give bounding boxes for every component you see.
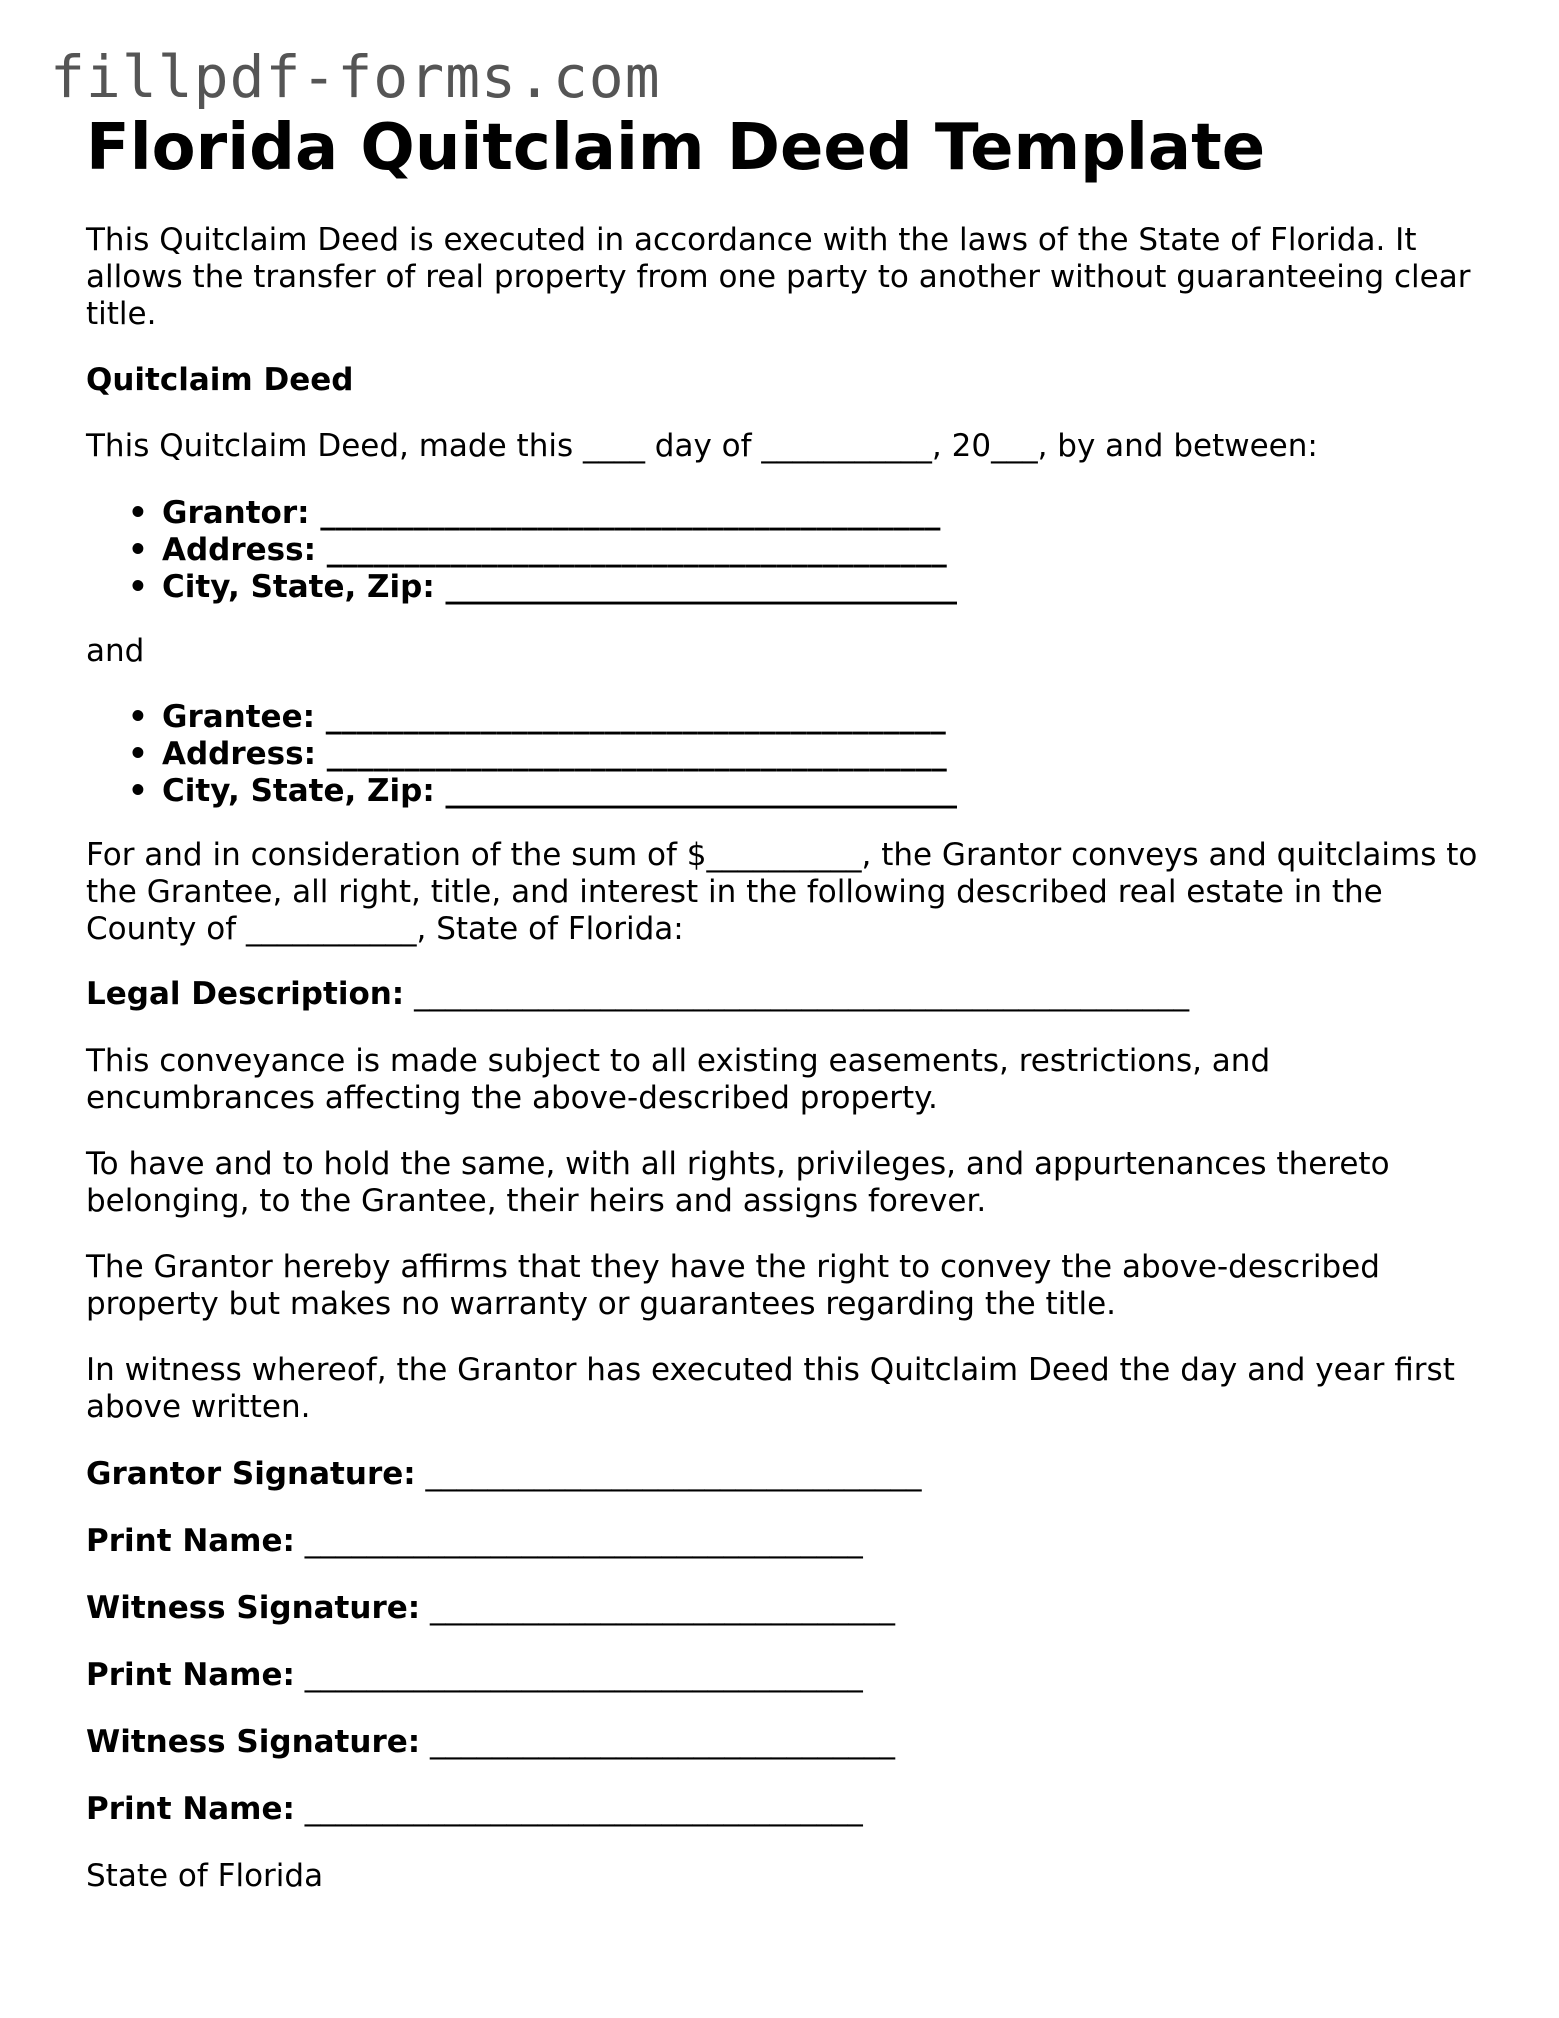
print-name-label: Print Name: [86,1791,295,1827]
witness-clause-paragraph: In witness whereof, the Grantor has executed this Quitclaim Deed the day and year first above written. [86,1352,1455,1425]
grantor-field-list [86,495,957,606]
print-name-line-2 [86,1657,1486,1694]
legal-description-line [86,976,1486,1013]
legal-description-label: Legal Description: [86,976,405,1012]
habendum-paragraph: To have and to hold the same, with all rights, privileges, and appurtenances thereto belonging, to the Grantee, their heirs and assigns forever. [86,1146,1390,1219]
print-name-line-1 [86,1523,1486,1560]
witness-signature-line-2 [86,1724,1486,1761]
grantor-signature-line [86,1456,1486,1493]
grantor-signature-field[interactable]: ________________________________ [425,1456,922,1492]
and-text: and [86,633,145,669]
witness-signature-field[interactable]: ______________________________ [430,1724,896,1760]
grantor-city-state-zip-field[interactable]: • City, State, Zip: _________________________________ [86,569,957,606]
witness-signature-label: Witness Signature: [86,1724,421,1760]
grantee-address-field[interactable]: • Address: ________________________________________ [86,736,957,773]
state-line: State of Florida [86,1858,324,1894]
intro-paragraph: This Quitclaim Deed is executed in accordance with the laws of the State of Florida. It allows the transfer of real property from one party to another without guaranteeing clear title. [86,222,1471,332]
grantee-city-state-zip-field[interactable]: • City, State, Zip: _________________________________ [86,773,957,810]
affirmation-paragraph: The Grantor hereby affirms that they have the right to convey the above-described property but makes no warranty or guarantees regarding the title. [86,1249,1380,1322]
grantor-signature-label: Grantor Signature: [86,1456,416,1492]
grantee-field-list [86,699,957,810]
made-this-line: This Quitclaim Deed, made this ____ day of ___________, 20___, by and between: [86,428,1318,464]
watermark: fillpdf-forms.com [50,43,661,111]
print-name-label: Print Name: [86,1523,295,1559]
consideration-paragraph: For and in consideration of the sum of $__________, the Grantor conveys and quitclaims to the Grantee, all right, title, and interest in the following described real estate in the County of ___________, State of Florida: [86,837,1478,947]
witness-signature-line-1 [86,1590,1486,1627]
legal-description-field[interactable]: __________________________________________________ [414,976,1190,1012]
document-page [86,110,1486,1894]
grantor-address-field[interactable]: • Address: ________________________________________ [86,532,957,569]
print-name-line-3 [86,1791,1486,1828]
print-name-label: Print Name: [86,1657,295,1693]
print-name-field[interactable]: ____________________________________ [304,1657,863,1693]
section-heading: Quitclaim Deed [86,362,354,398]
grantee-field[interactable]: • Grantee: ________________________________________ [86,699,957,736]
witness-signature-field[interactable]: ______________________________ [430,1590,896,1626]
subject-to-paragraph: This conveyance is made subject to all existing easements, restrictions, and encumbrances affecting the above-described property. [86,1043,1271,1116]
print-name-field[interactable]: ____________________________________ [304,1523,863,1559]
witness-signature-label: Witness Signature: [86,1590,421,1626]
print-name-field[interactable]: ____________________________________ [304,1791,863,1827]
grantor-field[interactable]: • Grantor: ________________________________________ [86,495,957,532]
document-title: Florida Quitclaim Deed Template [86,111,1266,185]
